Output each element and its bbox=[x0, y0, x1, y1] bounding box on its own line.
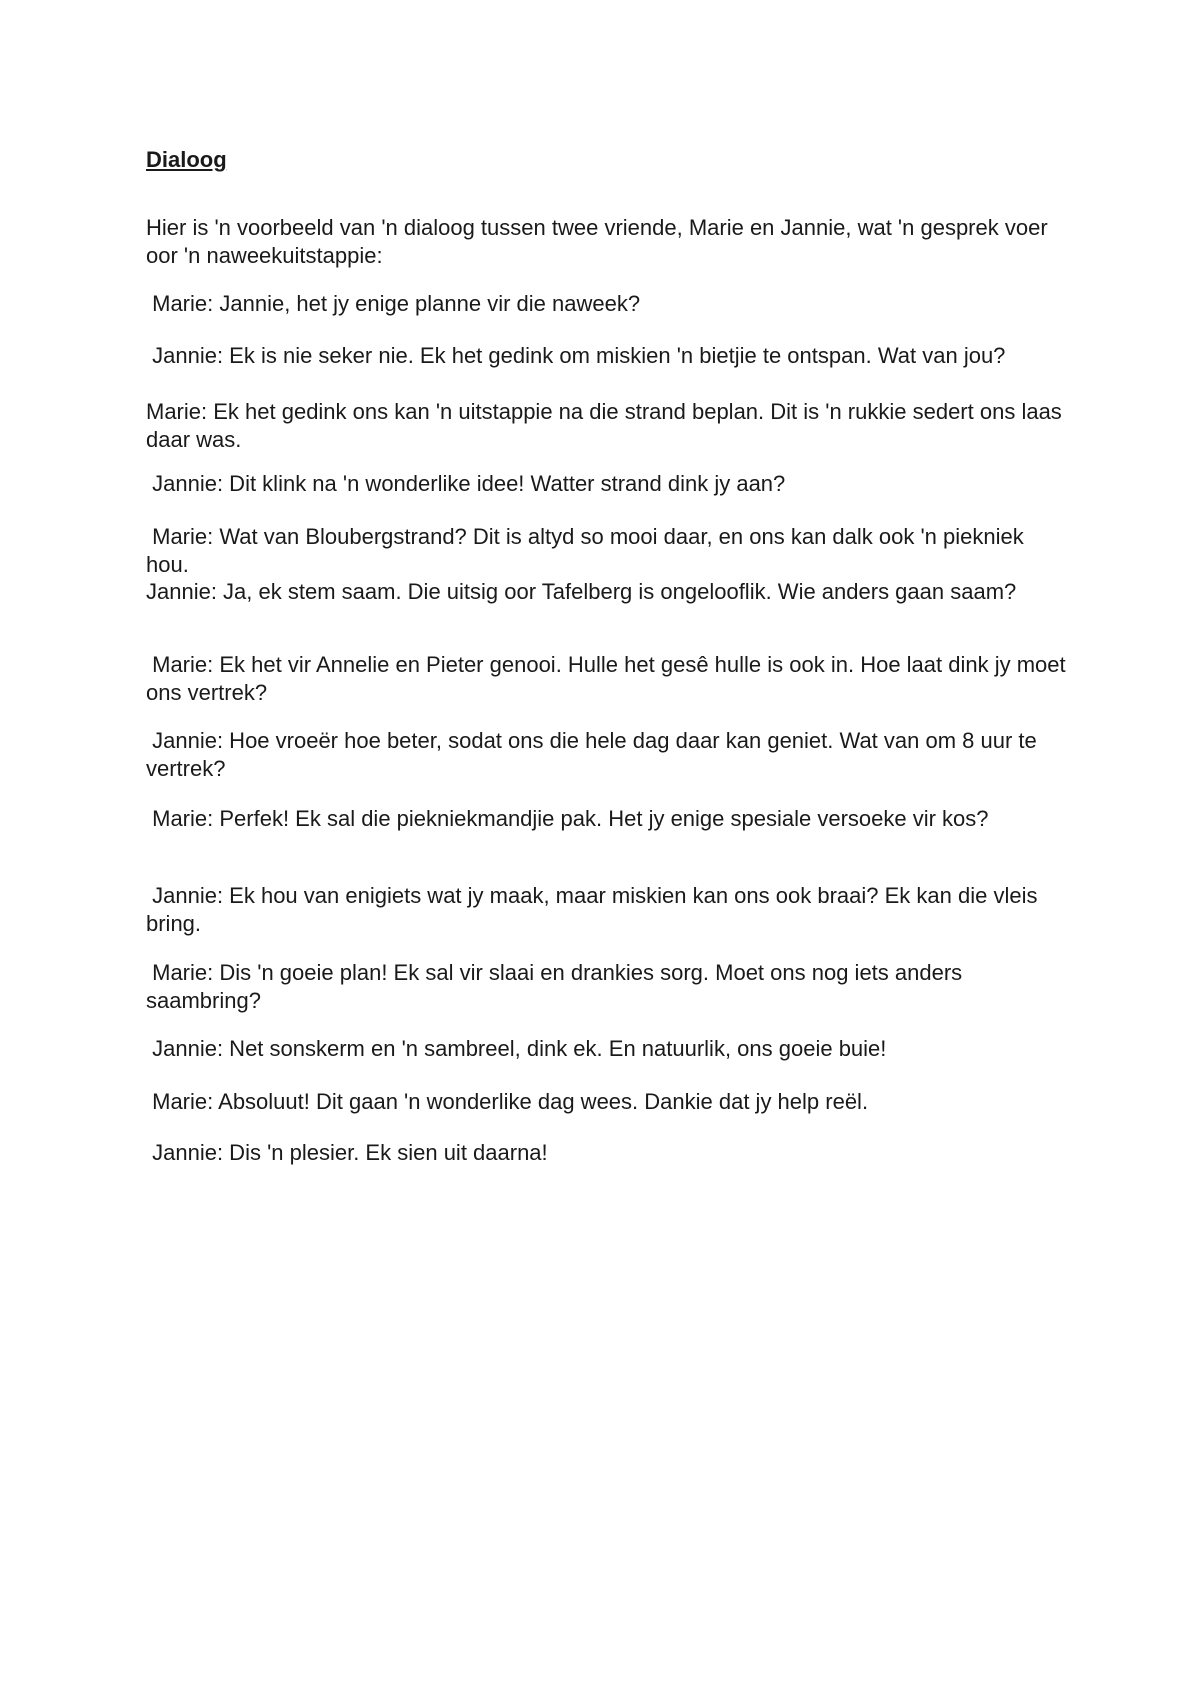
dialogue-line-jannie-7: Jannie: Dis 'n plesier. Ek sien uit daarna! bbox=[146, 1140, 548, 1165]
dialogue-line-marie-1: Marie: Jannie, het jy enige planne vir die naweek? bbox=[146, 291, 641, 316]
document-title: Dialoog bbox=[146, 147, 227, 172]
dialogue-line-jannie-6: Jannie: Net sonskerm en 'n sambreel, dink ek. En natuurlik, ons goeie buie! bbox=[146, 1036, 887, 1061]
dialogue-line-jannie-2: Jannie: Dit klink na 'n wonderlike idee! Watter strand dink jy aan? bbox=[146, 471, 786, 496]
dialogue-line-marie-4: Marie: Ek het vir Annelie en Pieter genooi. Hulle het gesê hulle is ook in. Hoe laat dink jy moet ons vertrek? bbox=[146, 652, 1072, 705]
dialogue-line-marie-3: Marie: Wat van Bloubergstrand? Dit is altyd so mooi daar, en ons kan dalk ook 'n piekniek hou. bbox=[146, 524, 1030, 577]
dialogue-line-jannie-1: Jannie: Ek is nie seker nie. Ek het gedink om miskien 'n bietjie te ontspan. Wat van jou? bbox=[146, 343, 1006, 368]
intro-paragraph: Hier is 'n voorbeeld van 'n dialoog tussen twee vriende, Marie en Jannie, wat 'n gesprek voer oor 'n naweekuitstappie: bbox=[146, 215, 1054, 268]
dialogue-line-marie-5: Marie: Perfek! Ek sal die piekniekmandjie pak. Het jy enige spesiale versoeke vir kos? bbox=[146, 806, 989, 831]
dialogue-line-jannie-4: Jannie: Hoe vroeër hoe beter, sodat ons die hele dag daar kan geniet. Wat van om 8 uur te vertrek? bbox=[146, 728, 1043, 781]
dialogue-line-marie-2: Marie: Ek het gedink ons kan 'n uitstappie na die strand beplan. Dit is 'n rukkie sedert ons laas daar was. bbox=[146, 399, 1068, 452]
dialogue-line-jannie-3: Jannie: Ja, ek stem saam. Die uitsig oor Tafelberg is ongelooflik. Wie anders gaan saam? bbox=[146, 579, 1017, 604]
dialogue-line-marie-7: Marie: Absoluut! Dit gaan 'n wonderlike dag wees. Dankie dat jy help reël. bbox=[146, 1089, 869, 1114]
dialogue-line-jannie-5: Jannie: Ek hou van enigiets wat jy maak, maar miskien kan ons ook braai? Ek kan die vleis bring. bbox=[146, 883, 1044, 936]
dialogue-line-marie-6: Marie: Dis 'n goeie plan! Ek sal vir slaai en drankies sorg. Moet ons nog iets anders saambring? bbox=[146, 960, 969, 1013]
